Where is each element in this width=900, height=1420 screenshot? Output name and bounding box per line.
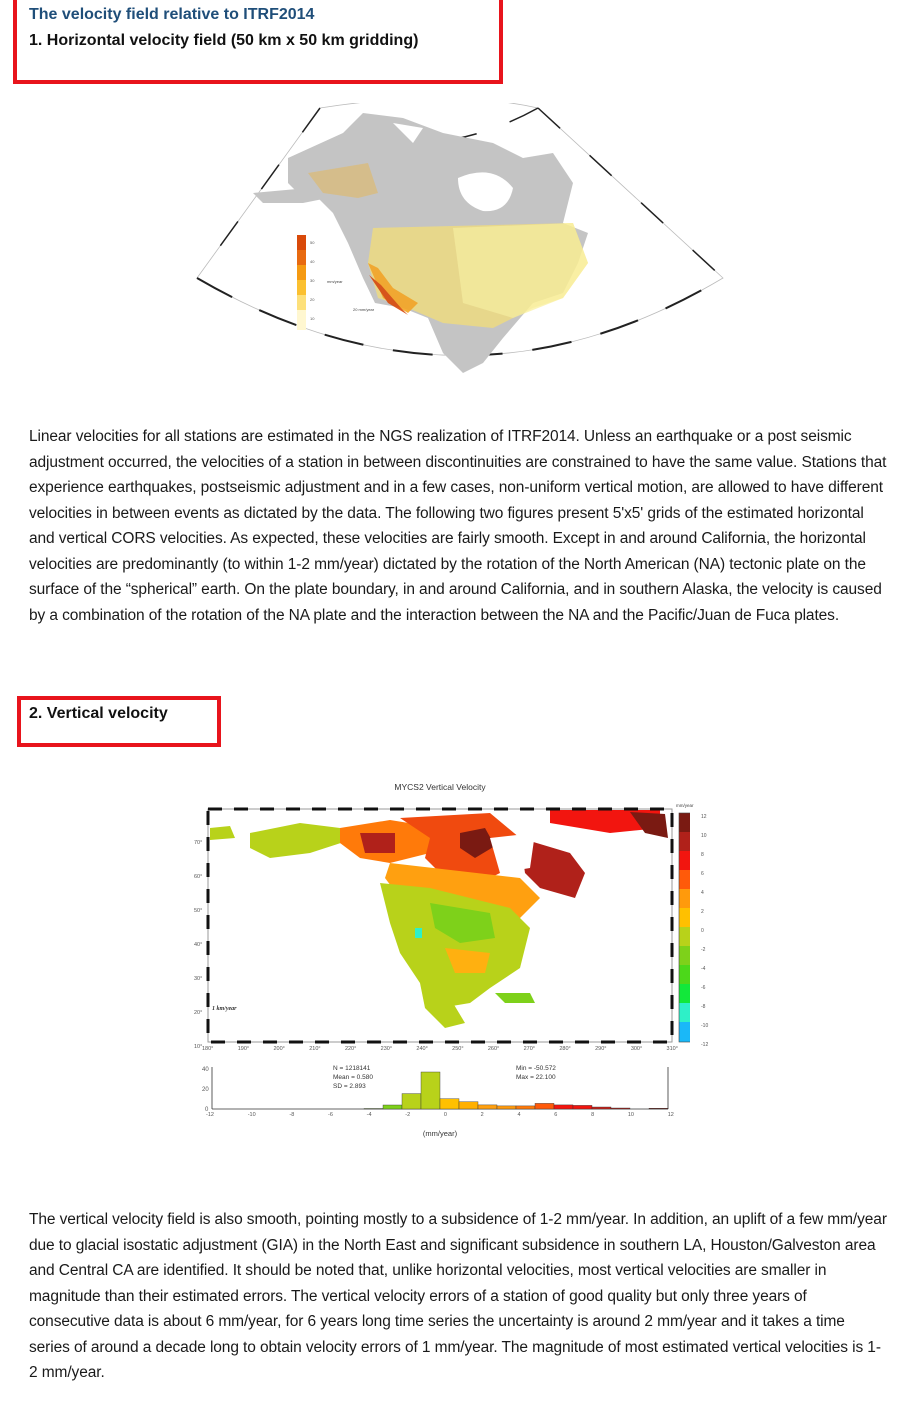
histogram-stats-right: Min = -50.572 Max = 22.100 <box>516 1065 556 1081</box>
vertical-colorbar-ticks: 12 10 8 6 4 2 0 -2 -4 -6 -8 -10 -12 <box>701 814 709 1048</box>
vertical-velocity-map-graphic <box>190 778 690 1148</box>
paragraph-horizontal-velocity: Linear velocities for all stations are estimated in the NGS realization of ITRF2014. Unless an earthquake or a post seismic adjustment occurred, the velocities of a station in between discontinuities are constrained to have the same value. Stations that experience earthquakes, postseismic adjustment and in a few cases, non-uniform vertical motion, are allowed to have different velocities in between events as dictated by the data. The following two figures present 5'x5' grids of the estimated horizontal and vertical CORS velocities. As expected, these velocities are fairly smooth. Except in and around California, the horizontal velocities are predominantly (to within 1-2 mm/year) dictated by the rotation of the North American (NA) tectonic plate on the surface of the “spherical” earth. On the plate boundary, in and around California, and in southern Alaska, the velocity is caused by a combination of the rotation of the NA plate and the interaction between the NA and the Pacific/Juan de Fuca plates. <box>29 428 887 624</box>
paragraph-vertical-velocity: The vertical velocity field is also smooth, pointing mostly to a subsidence of 1-2 mm/year. In addition, an uplift of a few mm/year due to glacial isostatic adjustment (GIA) in the North East and significant subsidence in southern LA, Houston/Galveston area and Central CA are identified. It should be noted that, unlike horizontal velocities, most vertical velocities are smaller in magnitude than their estimated errors. The vertical velocity errors of a station of good quality but only three years of consecutive data is about 6 mm/year, for 6 years long time series the uncertainty is around 2 mm/year and it takes a time series of around a decade long to obtain velocity errors of 1 mm/year. The magnitude of most estimated vertical velocities is 1-2 mm/year. <box>29 1211 887 1381</box>
svg-text:20: 20 <box>202 1087 209 1093</box>
vertical-velocity-figure <box>190 778 709 1148</box>
histogram <box>202 1067 668 1113</box>
vertical-colorbar <box>679 813 690 1042</box>
map-graphic <box>193 103 728 388</box>
map-scale-annotation: 1 km/year <box>212 1006 237 1012</box>
longitude-ticks: 180° 190° 200° 210° 220° 230° 240° 250° 260° 270° 280° 290° 300° 310° <box>202 1046 678 1052</box>
section-heading-vertical: 2. Vertical velocity <box>29 705 168 722</box>
latitude-ticks: 70° 60° 50° 40° 30° 20° 10° <box>194 840 203 1050</box>
horizontal-velocity-map <box>193 103 728 388</box>
svg-text:40: 40 <box>202 1067 209 1073</box>
scale-arrow-label: 20 mm/year <box>353 307 375 312</box>
svg-text:0: 0 <box>205 1107 209 1113</box>
histogram-stats-left: N = 1218141 Mean = 0.580 SD = 2.893 <box>333 1065 373 1090</box>
section-heading-horizontal: 1. Horizontal velocity field (50 km x 50 km gridding) <box>29 32 419 49</box>
page-title: The velocity field relative to ITRF2014 <box>29 6 315 23</box>
colorbar-unit: mm/year <box>676 803 694 808</box>
figure-title: MYCS2 Vertical Velocity <box>394 782 486 792</box>
colorbar-ticks: 50 40 30 20 10 <box>310 240 315 321</box>
histogram-x-ticks: -12 -10 -8 -6 -4 -2 0 2 4 6 8 10 12 <box>206 1112 674 1118</box>
histogram-x-label: (mm/year) <box>422 1129 458 1138</box>
colorbar-unit-label: mm/year <box>327 279 343 284</box>
colorbar-legend <box>297 235 306 330</box>
